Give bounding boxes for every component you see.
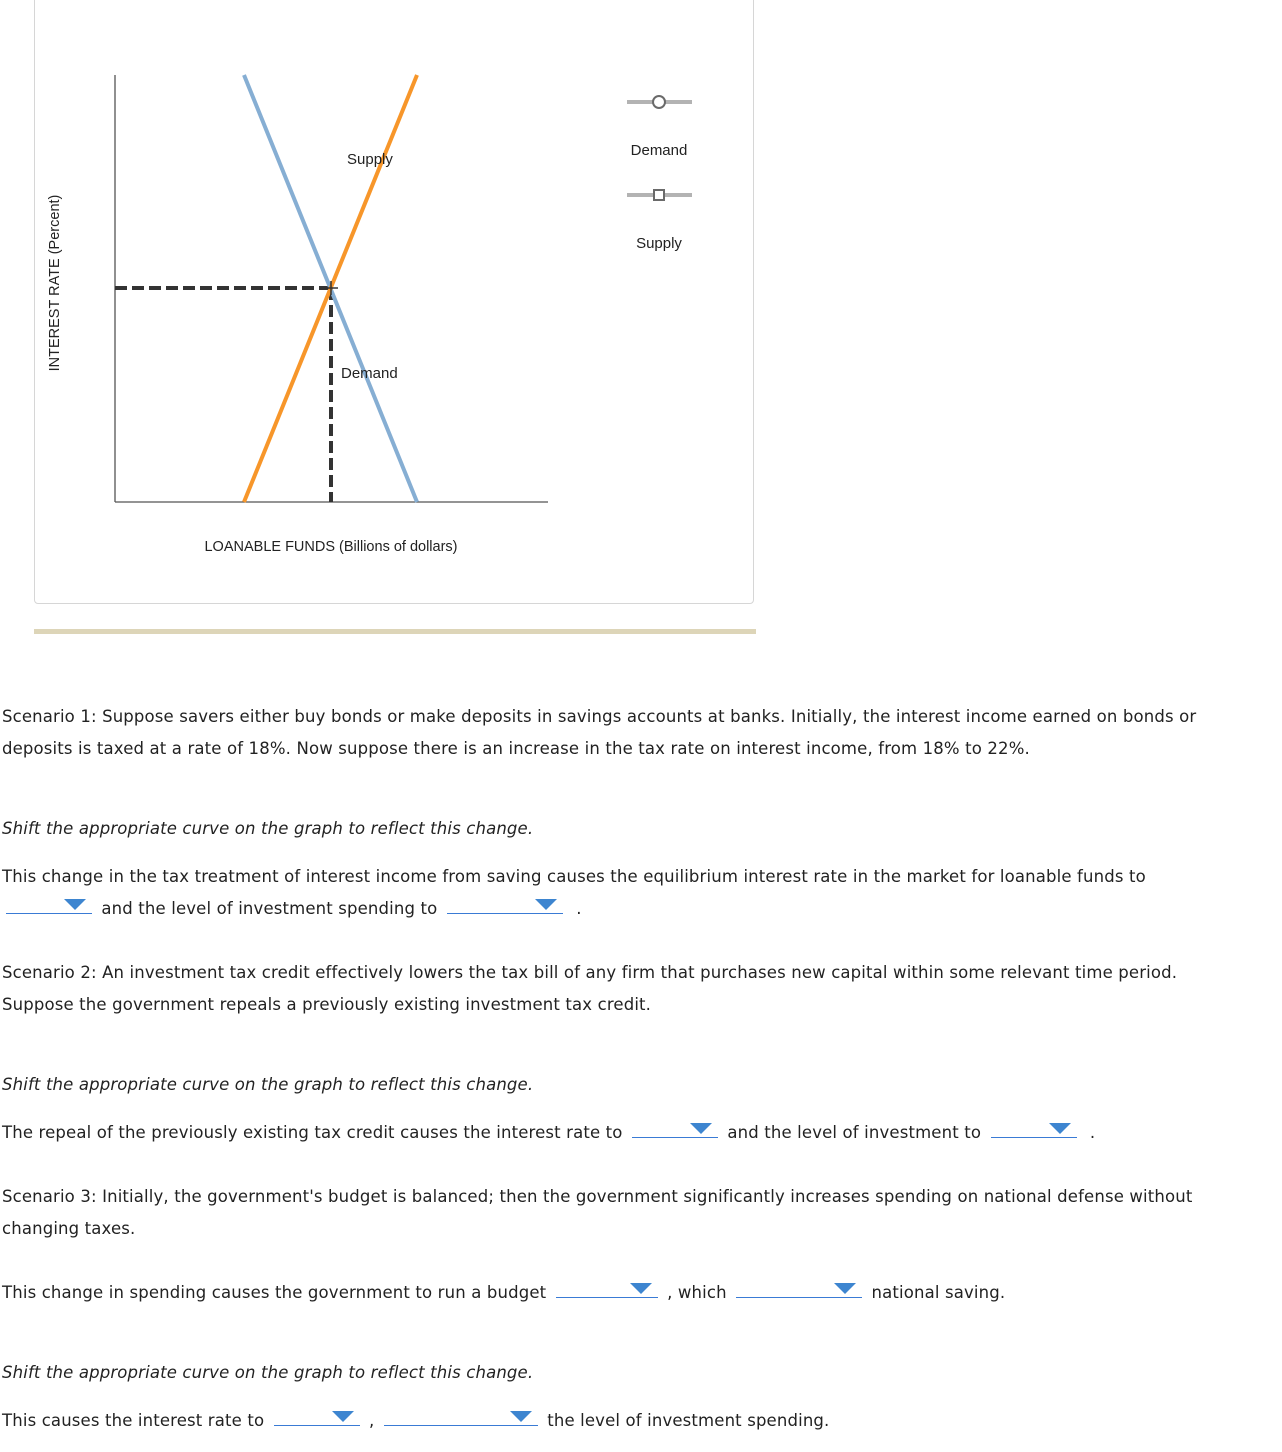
legend-supply-tool[interactable] — [627, 190, 692, 252]
scenario1-question-part2: and the level of investment spending to — [101, 899, 438, 918]
scenario3-instruction: Shift the appropriate curve on the graph to reflect this change. — [2, 1363, 534, 1382]
scenario1-period: . — [576, 899, 582, 918]
dropdown-arrow-icon — [332, 1411, 354, 1422]
dropdown-arrow-icon — [834, 1283, 856, 1294]
scenario2-instruction: Shift the appropriate curve on the graph to reflect this change. — [2, 1075, 534, 1094]
circle-handle-icon — [653, 96, 665, 108]
scenario3-interest-rate-dropdown[interactable] — [274, 1407, 360, 1426]
scenario3-saving-dropdown[interactable] — [736, 1279, 862, 1298]
scenario2-investment-dropdown[interactable] — [991, 1119, 1077, 1138]
scenario2-question-part2: and the level of investment to — [727, 1123, 982, 1142]
supply-curve-label: Supply — [347, 151, 393, 168]
x-axis-label: LOANABLE FUNDS (Billions of dollars) — [204, 539, 458, 555]
dropdown-arrow-icon — [535, 899, 557, 910]
legend-demand-tool[interactable] — [627, 96, 692, 159]
scenario3-question2-part1: This causes the interest rate to — [2, 1411, 265, 1430]
graph-panel — [34, 0, 754, 604]
scenario1-question-line2 — [2, 893, 582, 925]
scenario2-interest-rate-dropdown[interactable] — [632, 1119, 718, 1138]
y-axis-label: INTEREST RATE (Percent) — [47, 194, 63, 372]
scenario3-question2-sep: , — [369, 1411, 375, 1430]
scenario3-budget-dropdown[interactable] — [556, 1279, 658, 1298]
scenario1-interest-rate-dropdown[interactable] — [6, 895, 92, 914]
scenario3-investment-dropdown[interactable] — [384, 1407, 538, 1426]
dropdown-arrow-icon — [510, 1411, 532, 1422]
scenario3-question1 — [2, 1277, 1005, 1309]
scenario2-period: . — [1089, 1123, 1096, 1142]
scenario3-question1-part2: , which — [667, 1283, 727, 1302]
scenario2-question — [2, 1117, 1095, 1149]
scenario1-instruction: Shift the appropriate curve on the graph to reflect this change. — [2, 819, 534, 838]
scenario3-question1-part3: national saving. — [871, 1283, 1006, 1302]
scenario3-question2 — [2, 1405, 829, 1437]
equilibrium-crosshair-icon — [324, 281, 338, 295]
scenario2-question-part1: The repeal of the previously existing tax credit causes the interest rate to — [2, 1123, 623, 1142]
scenario1-investment-dropdown[interactable] — [447, 895, 563, 914]
scenario1-question-line1: This change in the tax treatment of interest income from saving causes the equilibrium interest rate in the market for loanable funds to — [2, 867, 1146, 886]
dropdown-arrow-icon — [1049, 1123, 1071, 1134]
scenario2-text: Scenario 2: An investment tax credit effectively lowers the tax bill of any firm that purchases new capital within some relevant time period. Suppose the government repeals a previously existing investment tax credit. — [2, 963, 1178, 1014]
legend-supply-label: Supply — [636, 235, 682, 252]
legend-demand-label: Demand — [630, 142, 688, 159]
scenario1-text: Scenario 1: Suppose savers either buy bonds or make deposits in savings accounts at banks. Initially, the interest income earned on bonds or deposits is taxed at a rate of 18%. Now suppose there is an increase in the tax rate on interest income, from 18% to 22%. — [2, 707, 1197, 758]
loanable-funds-graph — [35, 0, 755, 605]
demand-curve-label: Demand — [341, 365, 398, 382]
square-handle-icon — [654, 190, 664, 200]
section-divider — [34, 629, 756, 634]
scenario3-text: Scenario 3: Initially, the government's budget is balanced; then the government significantly increases spending on national defense without changing taxes. — [2, 1187, 1193, 1238]
dropdown-arrow-icon — [630, 1283, 652, 1294]
scenario3-question1-part1: This change in spending causes the government to run a budget — [2, 1283, 547, 1302]
dropdown-arrow-icon — [64, 899, 86, 910]
scenario3-question2-part2: the level of investment spending. — [547, 1411, 830, 1430]
dropdown-arrow-icon — [690, 1123, 712, 1134]
